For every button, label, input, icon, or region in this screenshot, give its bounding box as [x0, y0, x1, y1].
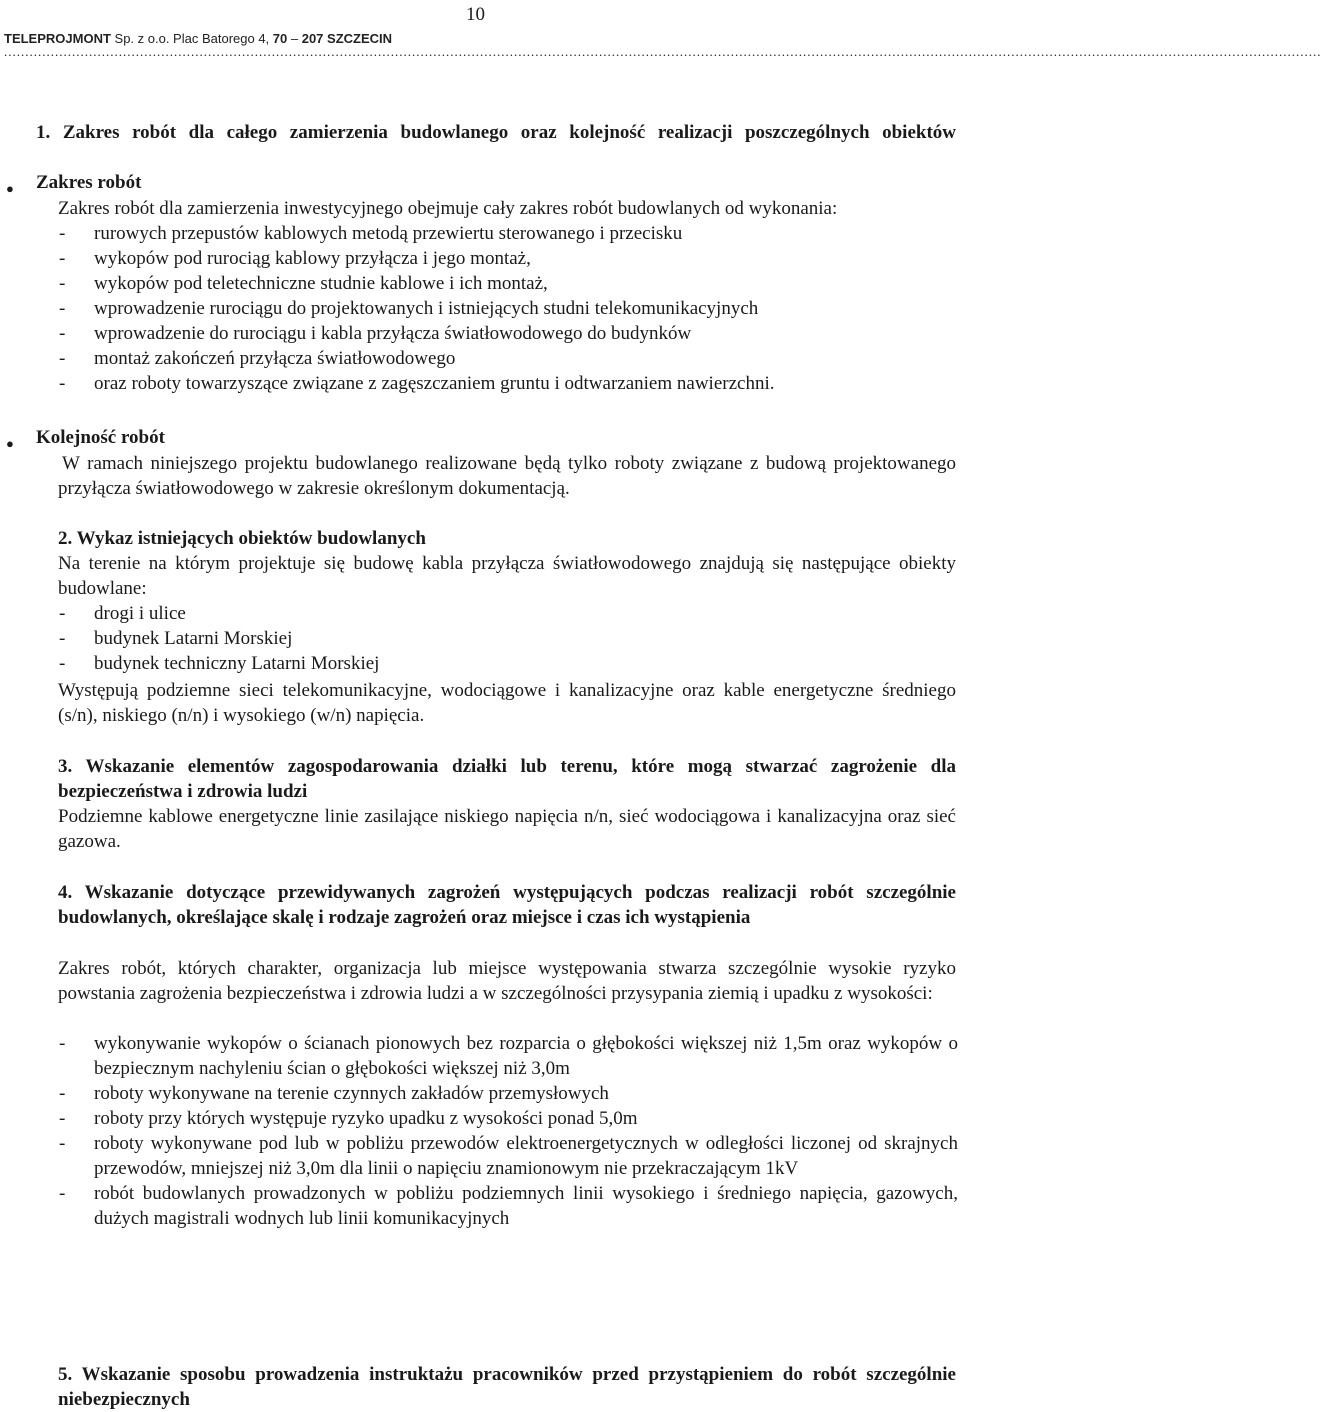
list-item: - drogi i ulice — [58, 601, 958, 626]
list-item: - roboty przy których występuje ryzyko upadku z wysokości ponad 5,0m — [58, 1106, 958, 1131]
section-3-text: Podziemne kablowe energetyczne linie zasilające niskiego napięcia n/n, sieć wodociągowa i kanalizacyjna oraz sieć gazowa. — [58, 806, 956, 852]
section-2-outro: Występują podziemne sieci telekomunikacyjne, wodociągowe i kanalizacyjne oraz kable energetyczne średniego (s/n), niskiego (n/n) i wysokiego (w/n) napięcia. — [58, 680, 956, 726]
header-dash: – — [287, 31, 302, 46]
section-3-title: 3. Wskazanie elementów zagospodarowania działki lub terenu, które mogą stwarzać zagrożenie dla bezpieczeństwa i zdrowia ludzi — [58, 756, 956, 802]
list-item: - robót budowlanych prowadzonych w pobliżu podziemnych linii wysokiego i średniego napięcia, gazowych, dużych magistrali wodnych lub linii komunikacyjnych — [58, 1181, 958, 1231]
section-1-title: 1. Zakres robót dla całego zamierzenia budowlanego oraz kolejność realizacji poszczególnych obiektów — [36, 122, 956, 143]
section-4-intro: Zakres robót, których charakter, organizacja lub miejsce występowania stwarza szczególnie wysokie ryzyko powstania zagrożenia bezpieczeństwa i zdrowia ludzi a w szczególności przysypania ziemią i upadku z wysokości: — [58, 958, 956, 1004]
list-item: - budynek techniczny Latarni Morskiej — [58, 651, 958, 676]
list-item: - wykopów pod rurociąg kablowy przyłącza i jego montaż, — [58, 246, 958, 271]
scope-list — [58, 221, 958, 396]
order-text: W ramach niniejszego projektu budowlanego realizowane będą tylko roboty związane z budową projektowanego przyłącza światłowodowego w zakresie określonym dokumentacją. — [58, 453, 956, 499]
list-item: - wprowadzenie rurociągu do projektowanych i istniejących studni telekomunikacyjnych — [58, 296, 958, 321]
header-postcode-part1: 70 — [272, 31, 288, 46]
list-item: - roboty wykonywane pod lub w pobliżu przewodów elektroenergetycznych w odległości liczonej od skrajnych przewodów, mniejszej niż 3,0m dla linii o napięciu znamionowym nie przekraczającym 1kV — [58, 1131, 958, 1181]
list-item: - montaż zakończeń przyłącza światłowodowego — [58, 346, 958, 371]
list-item: - rurowych przepustów kablowych metodą przewiertu sterowanego i przecisku — [58, 221, 958, 246]
list-item: - oraz roboty towarzyszące związane z zagęszczaniem gruntu i odtwarzaniem nawierzchni. — [58, 371, 958, 396]
bullet-icon: ● — [6, 436, 14, 451]
header-dotted-rule: ...................................................................................................................................................................................................................................................................................................................... — [4, 44, 1322, 59]
order-heading: Kolejność robót — [36, 427, 165, 448]
section-4-title: 4. Wskazanie dotyczące przewidywanych zagrożeń występujących podczas realizacji robót szczególnie budowlanych, określające skalę i rodzaje zagrożeń oraz miejsce i czas ich wystąpienia — [58, 882, 956, 928]
hazards-list — [58, 1031, 958, 1231]
page-number: 10 — [466, 4, 485, 25]
header-company: TELEPROJMONT — [4, 31, 111, 46]
list-item: - budynek Latarni Morskiej — [58, 626, 958, 651]
scope-intro: Zakres robót dla zamierzenia inwestycyjnego obejmuje cały zakres robót budowlanych od wykonania: — [58, 198, 838, 219]
objects-list — [58, 601, 958, 676]
header-address: Sp. z o.o. Plac Batorego 4, — [110, 31, 273, 46]
section-2-title: 2. Wykaz istniejących obiektów budowlanych — [58, 528, 426, 549]
scope-heading: Zakres robót — [36, 172, 142, 193]
list-item: - wykopów pod teletechniczne studnie kablowe i ich montaż, — [58, 271, 958, 296]
header-postcode-city: 207 SZCZECIN — [301, 31, 393, 46]
section-5-title: 5. Wskazanie sposobu prowadzenia instruktażu pracowników przed przystąpieniem do robót szczególnie niebezpiecznych — [58, 1364, 956, 1410]
list-item: - wprowadzenie do rurociągu i kabla przyłącza światłowodowego do budynków — [58, 321, 958, 346]
list-item: - wykonywanie wykopów o ścianach pionowych bez rozparcia o głębokości większej niż 1,5m oraz wykopów o bezpiecznym nachyleniu ścian o głębokości większej niż 3,0m — [58, 1031, 958, 1081]
bullet-icon: ● — [6, 181, 14, 196]
section-2-intro: Na terenie na którym projektuje się budowę kabla przyłącza światłowodowego znajdują się następujące obiekty budowlane: — [58, 553, 956, 599]
list-item: - roboty wykonywane na terenie czynnych zakładów przemysłowych — [58, 1081, 958, 1106]
